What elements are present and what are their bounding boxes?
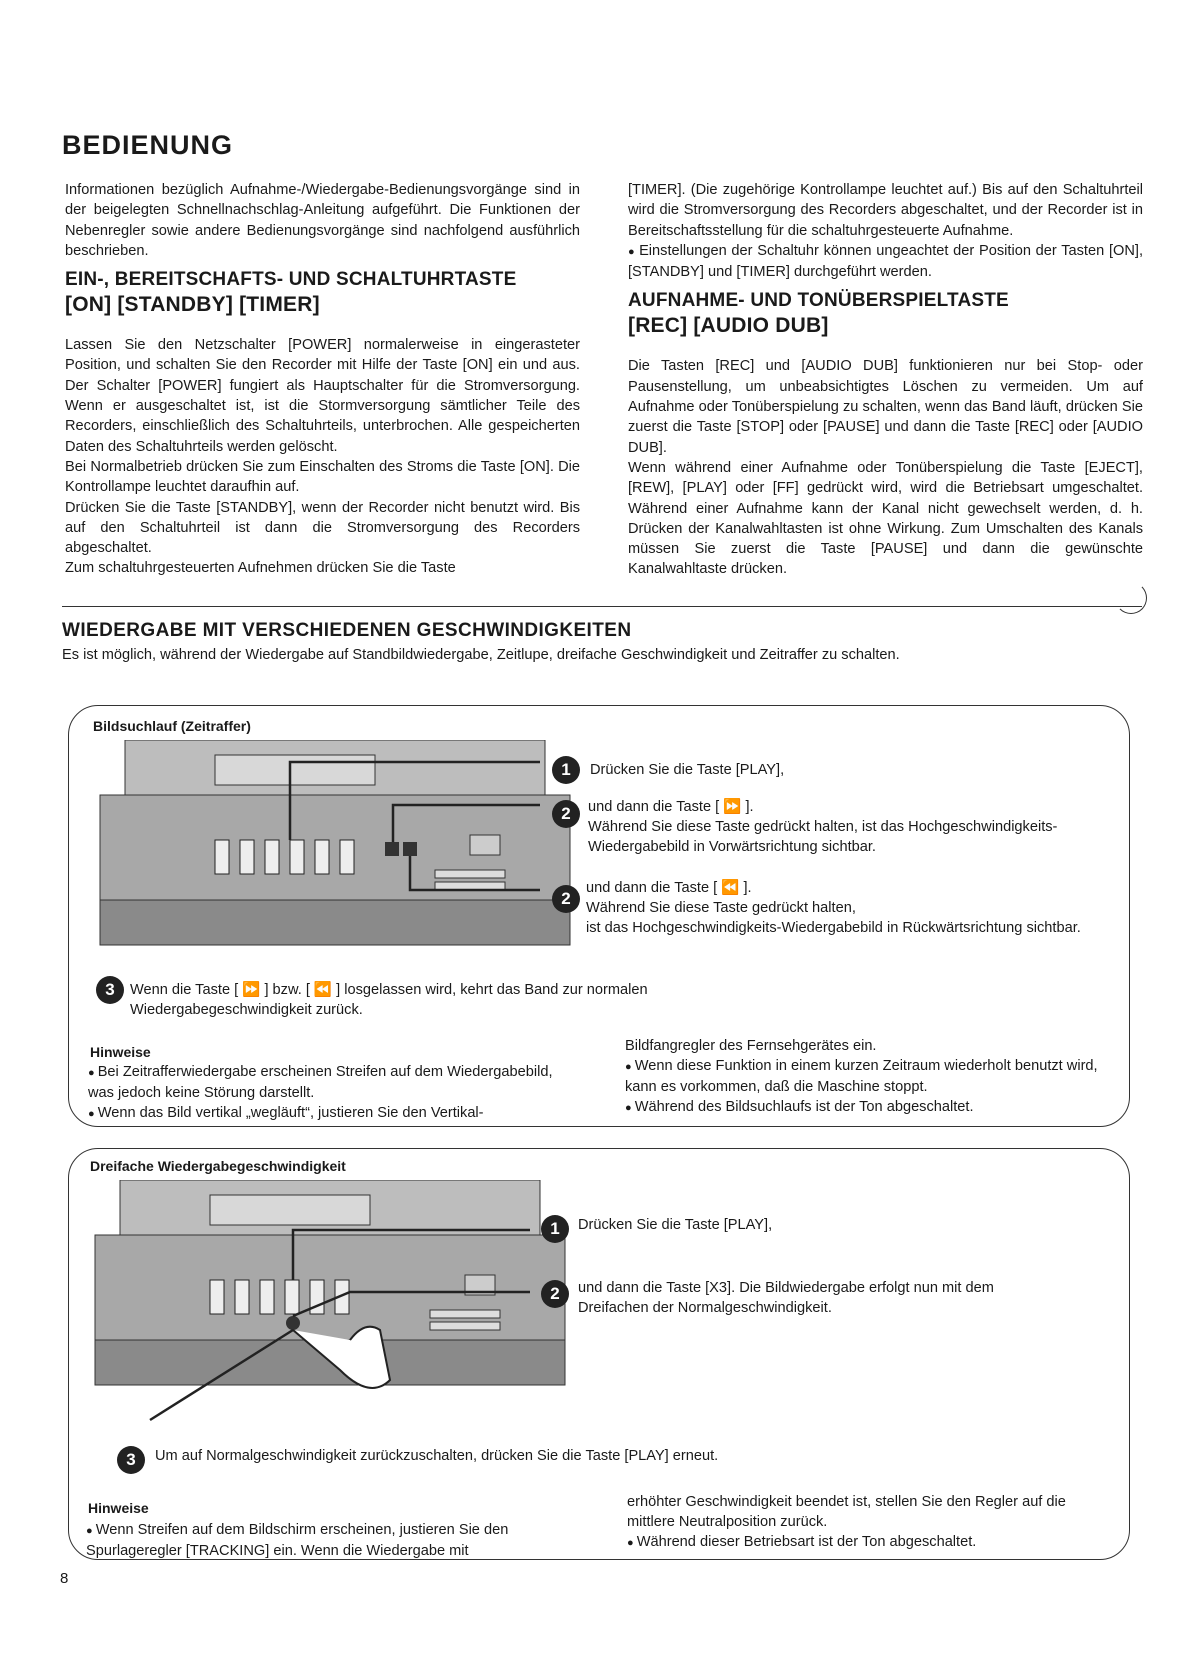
p2-step-1-badge: 1 (541, 1215, 569, 1243)
left-column (65, 180, 580, 579)
note-streifen: ● Bei Zeitrafferwiedergabe erscheinen Streifen auf dem Wiedergabebild, was jedoch keine Störung darstellt. (88, 1062, 578, 1103)
power-paragraph-2: Bei Normalbetrieb drücken Sie zum Einschalten des Stroms die Taste [ON]. Die Kontrollampe leuchtet daraufhin auf. (65, 458, 580, 496)
rec-paragraph-1: Die Tasten [REC] und [AUDIO DUB] funktionieren nur bei Stop- oder Pausenstellung, um unbeabsichtigtes Löschen zu vermeiden. Um auf Aufnahme oder Tonüberspielung zu schalten, wenn das Band läuft, drücken Sie zuerst die Taste [STOP] oder [PAUSE] und dann die Taste [REC] oder [AUDIO DUB]. (628, 358, 1143, 456)
step-1-text: Drücken Sie die Taste [PLAY], (590, 762, 785, 778)
note-ton: ● Während des Bildsuchlaufs ist der Ton abgeschaltet. (625, 1097, 1105, 1118)
step-2b-text (586, 878, 1126, 938)
power-paragraph-3: Drücken Sie die Taste [STANDBY], wenn der Recorder nicht benutzt wird. Bis auf den Schaltuhrteil ist dann die Stromversorgung des Recorders abgeschaltet. (65, 499, 580, 557)
step-2a-text (588, 797, 1128, 857)
power-heading-line2: [ON] [STANDBY] [TIMER] (65, 293, 320, 317)
step-2a-badge: 2 (552, 800, 580, 828)
power-paragraph-4: Zum schaltuhrgesteuerten Aufnehmen drücken Sie die Taste (65, 560, 456, 577)
p2-step-2-text: und dann die Taste [X3]. Die Bildwiedergabe erfolgt nun mit dem Dreifachen der Normalgeschwindigkeit. (578, 1280, 994, 1316)
p2-step-3-badge: 3 (117, 1446, 145, 1474)
panel1-notes-left (88, 1062, 578, 1124)
cassette-lid (210, 1195, 370, 1225)
step-3-text: Wenn die Taste [ ⏩ ] bzw. [ ⏪ ] losgelassen wird, kehrt das Band zur normalen Wiedergabegeschwindigkeit zurück. (130, 982, 648, 1018)
note-vertikal-cont: Bildfangregler des Fernsehgerätes ein. (625, 1038, 877, 1054)
panel2-notes-heading: Hinweise (88, 1500, 149, 1516)
rec-paragraph-2: Wenn während einer Aufnahme oder Tonüberspielung die Taste [EJECT],[REW], [PLAY] oder [FF] gedrückt wird, wird die Betriebsart umgeschaltet. Während einer Aufnahme kann der Kanal nicht gewechselt werden, d. h. Drücken der Kanalwahltasten ist ohne Wirkung. Zum Umschalten des Kanals müssen Sie zuerst die Taste [PAUSE] und dann die gewünschte Kanalwahltaste drücken. (628, 459, 1143, 578)
panel2-notes-left (86, 1520, 576, 1561)
timer-bullet: ● Einstellungen der Schaltuhr können ungeachtet der Position der Tasten [ON], [STANDBY] und [TIMER] durchgeführt werden. (628, 241, 1143, 283)
x3-button (286, 1316, 300, 1330)
step-2a-line1: und dann die Taste [ ⏩ ]. (588, 799, 754, 815)
section-title: WIEDERGABE MIT VERSCHIEDENEN GESCHWINDIGKEITEN (62, 620, 632, 641)
note-tracking: ● Wenn Streifen auf dem Bildschirm erscheinen, justieren Sie den Spurlageregler [TRACKING] ein. Wenn die Wiedergabe mit (86, 1520, 576, 1561)
panel2-notes-right (627, 1492, 1117, 1553)
step-3-badge: 3 (96, 976, 124, 1004)
note-tracking-cont: erhöhter Geschwindigkeit beendet ist, stellen Sie den Regler auf die mittlere Neutralposition zurück. (627, 1494, 1066, 1530)
power-heading (65, 267, 580, 317)
step-2b-line3: ist das Hochgeschwindigkeits-Wiedergabebild in Rückwärtsrichtung sichtbar. (586, 920, 1081, 936)
page-title: BEDIENUNG (62, 130, 234, 160)
cassette-lid (215, 755, 375, 785)
step-2b-badge: 2 (552, 885, 580, 913)
right-column (628, 180, 1143, 580)
panel1-notes-heading: Hinweise (90, 1044, 151, 1060)
step-2a-line2: Während Sie diese Taste gedrückt halten, ist das Hochgeschwindigkeits-Wiedergabebild in Vorwärtsrichtung sichtbar. (588, 819, 1058, 855)
note-vertikal: ● Wenn das Bild vertikal „wegläuft“, justieren Sie den Vertikal- (88, 1103, 578, 1124)
note-stop: ● Wenn diese Funktion in einem kurzen Zeitraum wiederholt benutzt wird, kann es vorkommen, daß die Maschine stoppt. (625, 1056, 1105, 1097)
rec-heading (628, 288, 1143, 338)
rec-heading-line1: AUFNAHME- UND TONÜBERSPIELTASTE (628, 290, 1009, 312)
power-heading-line1: EIN-, BEREITSCHAFTS- UND SCHALTUHRTASTE (65, 269, 517, 291)
vcr-illustration-2 (90, 1180, 580, 1430)
vcr-base (100, 900, 570, 945)
section-divider (62, 606, 1142, 607)
step-1-badge: 1 (552, 756, 580, 784)
p2-step-3-text: Um auf Normalgeschwindigkeit zurückzuschalten, drücken Sie die Taste [PLAY] erneut. (155, 1448, 719, 1464)
p2-step-1-text: Drücken Sie die Taste [PLAY], (578, 1217, 773, 1233)
panel-picture-search-title: Bildsuchlauf (Zeitraffer) (93, 718, 251, 734)
page-number: 8 (60, 1570, 69, 1587)
timer-paragraph: [TIMER]. (Die zugehörige Kontrollampe leuchtet auf.) Bis auf den Schaltuhrteil wird die Stromversorgung des Recorders abgeschaltet, und der Recorder ist in Bereitschaftsstellung für die schaltuhrgesteuerte Aufnahme. (628, 182, 1143, 239)
page-corner-mark (1115, 582, 1147, 614)
rec-heading-line2: [REC] [AUDIO DUB] (628, 314, 829, 338)
step-2b-line1: und dann die Taste [ ⏪ ]. (586, 880, 752, 896)
step-2b-line2: Während Sie diese Taste gedrückt halten, (586, 900, 856, 916)
panel1-notes-right (625, 1036, 1105, 1118)
rew-button (403, 842, 417, 856)
ff-button (385, 842, 399, 856)
panel-triple-speed-title: Dreifache Wiedergabegeschwindigkeit (90, 1158, 346, 1174)
display-window (470, 835, 500, 855)
note-ton-aus: ● Während dieser Betriebsart ist der Ton abgeschaltet. (627, 1532, 1117, 1553)
intro-paragraph: Informationen bezüglich Aufnahme-/Wiedergabe-Bedienungsvorgänge sind in der beigelegten Schnellnachschlag-Anleitung aufgeführt. Die Funktionen der Nebenregler sowie andere Bedienungsvorgänge sind nachfolgend ausführlich beschrieben. (65, 182, 580, 259)
p2-step-2-badge: 2 (541, 1280, 569, 1308)
vcr-illustration-1 (95, 740, 585, 960)
power-paragraph-1: Lassen Sie den Netzschalter [POWER] normalerweise in eingerasteter Position, und schalten Sie den Recorder mit Hilfe der Taste [ON] ein und aus. Der Schalter [POWER] fungiert als Hauptschalter für die Stromversorgung. Wenn er ausgeschaltet ist, ist die Stormversorgung sämtlicher Teile des Recorders, einschließlich des Schaltuhrteils, unterbrochen. Alle gespeicherten Daten des Schaltuhrteils werden gelöscht. (65, 337, 580, 455)
section-intro: Es ist möglich, während der Wiedergabe auf Standbildwiedergabe, Zeitlupe, dreifache Geschwindigkeit und Zeitraffer zu schalten. (62, 647, 900, 663)
